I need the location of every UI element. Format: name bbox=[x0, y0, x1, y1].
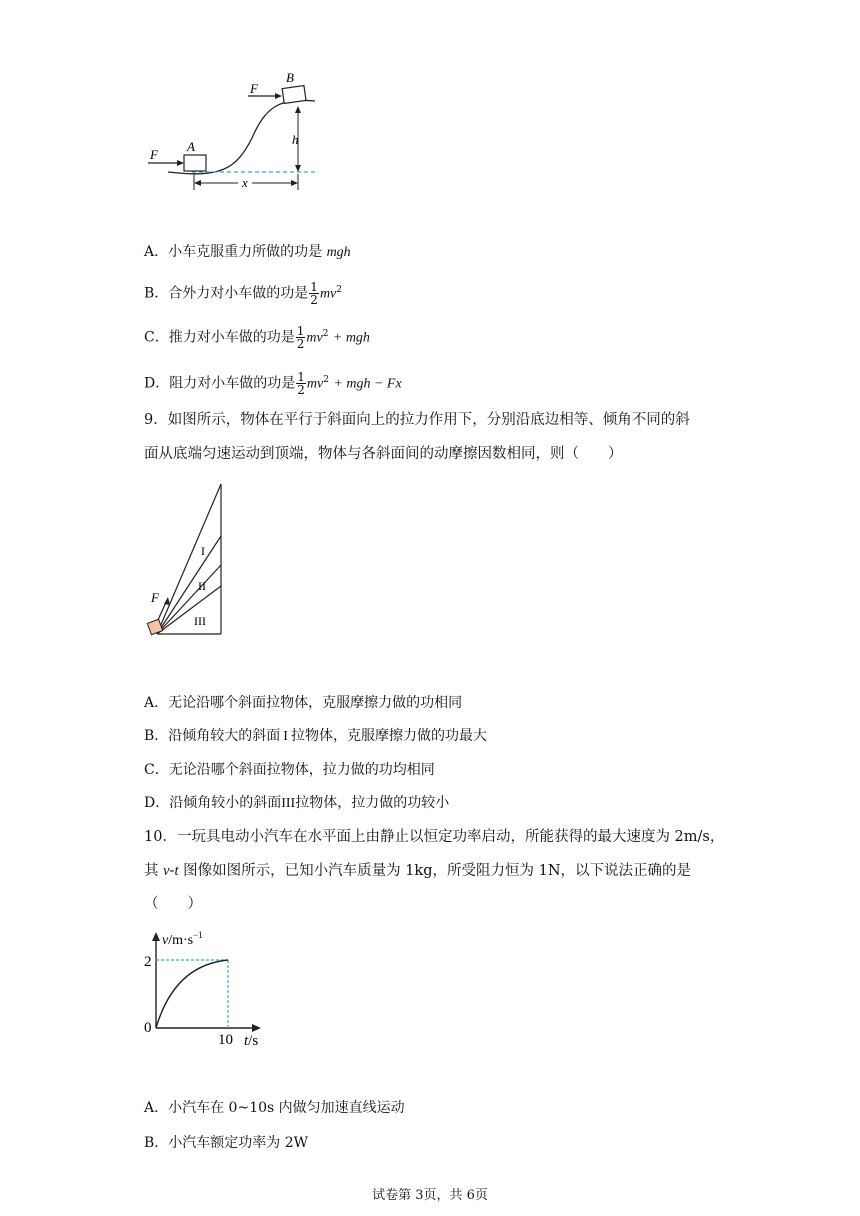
figure-inclines bbox=[140, 478, 240, 642]
tick-origin: 0 bbox=[144, 1020, 152, 1036]
q9-option-b bbox=[144, 726, 487, 747]
figure-hill-slope bbox=[140, 66, 330, 196]
q8-option-b bbox=[144, 280, 342, 306]
tick-y-2: 2 bbox=[144, 954, 152, 970]
q9-option-b-pre: B．沿倾角较大的斜面 bbox=[144, 728, 281, 744]
square: 2 bbox=[323, 375, 329, 385]
q8-option-c-math: + mgh bbox=[332, 330, 370, 346]
label-h: h bbox=[292, 132, 299, 147]
q8-option-b-text: B．合外力对小车做的功是 bbox=[144, 285, 309, 302]
q9-option-d-pre: D．沿倾角较小的斜面 bbox=[144, 795, 282, 811]
box-a bbox=[184, 155, 206, 171]
q10-t: t bbox=[174, 863, 179, 879]
frac-den: 2 bbox=[296, 337, 305, 352]
height-arrow-bottom bbox=[295, 165, 301, 172]
label-ii: II bbox=[198, 579, 206, 593]
q10-line2-pre: 其 bbox=[144, 863, 164, 879]
q8-option-a bbox=[144, 242, 351, 263]
label-x: x bbox=[242, 175, 248, 190]
q8-option-d-text: D．阻力对小车做的功是 bbox=[144, 375, 296, 392]
y-label-unit: /m·s bbox=[168, 933, 194, 948]
fraction-half bbox=[296, 325, 306, 350]
q9-stem-line1: 9．如图所示，物体在平行于斜面向上的拉力作用下，分别沿底边相等、倾角不同的斜 bbox=[144, 412, 690, 428]
q9-option-b-roman: I bbox=[283, 729, 288, 744]
box-b bbox=[282, 86, 306, 104]
q10-dash: - bbox=[169, 863, 175, 879]
block bbox=[147, 619, 162, 634]
mv: mv bbox=[306, 330, 323, 346]
force-arrow-b-head bbox=[275, 93, 282, 99]
q8-option-a-math: mgh bbox=[326, 245, 351, 260]
q8-option-a-text: A．小车克服重力所做的功是 bbox=[144, 244, 327, 260]
vt-graph bbox=[140, 924, 275, 1054]
force-arrow-head bbox=[164, 597, 170, 605]
q10-option-a: A．小汽车在 0~10s 内做匀加速直线运动 bbox=[144, 1100, 405, 1116]
q10-stem-line2 bbox=[144, 861, 691, 881]
mv: mv bbox=[319, 286, 337, 302]
fraction-half bbox=[296, 371, 306, 396]
q9-option-d-roman: III bbox=[281, 796, 296, 811]
q10-option-b: B．小汽车额定功率为 2W bbox=[144, 1135, 309, 1151]
velocity-curve bbox=[156, 960, 228, 1028]
height-arrow-top bbox=[295, 106, 301, 113]
q8-option-d-math: + mgh − Fx bbox=[333, 376, 402, 392]
q10-line2-post: 图像如图所示，已知小汽车质量为 1kg，所受阻力恒为 1N，以下说法正确的是 bbox=[178, 863, 692, 879]
force-arrow-a-head bbox=[177, 160, 184, 166]
label-b: B bbox=[286, 70, 294, 85]
q8-option-c-text: C．推力对小车做的功是 bbox=[144, 329, 295, 346]
q9-stem-line2: 面从底端匀速运动到顶端，物体与各斜面间的动摩擦因数相同，则（ ） bbox=[144, 446, 623, 462]
label-a: A bbox=[187, 139, 195, 154]
q9-option-c: C．无论沿哪个斜面拉物体，拉力做的功均相同 bbox=[144, 762, 435, 778]
y-axis-arrow bbox=[152, 932, 160, 941]
label-f: F bbox=[151, 590, 159, 605]
q9-option-d-post: 拉物体，拉力做的功较小 bbox=[295, 795, 450, 811]
frac-num: 1 bbox=[296, 324, 305, 339]
label-f-a: F bbox=[150, 147, 158, 162]
x-label-t: t bbox=[244, 1033, 249, 1049]
q9-option-a: A．无论沿哪个斜面拉物体，克服摩擦力做的功相同 bbox=[144, 695, 463, 711]
square: 2 bbox=[336, 285, 342, 295]
q10-stem-line3: （ ） bbox=[144, 896, 202, 912]
incline-1 bbox=[157, 536, 221, 634]
page-footer: 试卷第 3页，共 6页 bbox=[372, 1188, 488, 1203]
x-arrow-right-head bbox=[291, 180, 298, 186]
x-axis-arrow bbox=[252, 1024, 261, 1032]
q9-option-d bbox=[144, 793, 449, 814]
fraction-half bbox=[309, 281, 319, 306]
q8-option-c bbox=[144, 324, 370, 350]
y-axis-label bbox=[162, 930, 203, 948]
y-label-v: v bbox=[162, 933, 169, 948]
x-label-unit: /s bbox=[248, 1033, 259, 1049]
x-arrow-left-head bbox=[194, 180, 201, 186]
q9-option-b-post: 拉物体，克服摩擦力做的功最大 bbox=[290, 728, 487, 744]
mv: mv bbox=[306, 376, 324, 392]
frac-den: 2 bbox=[297, 383, 305, 398]
label-i: I bbox=[201, 544, 205, 558]
q8-option-d bbox=[144, 370, 402, 396]
x-axis-label bbox=[244, 1033, 258, 1049]
q10-stem-line1: 10．一玩具电动小汽车在水平面上由静止以恒定功率启动，所能获得的最大速度为 2m/s， bbox=[144, 829, 725, 845]
label-iii: III bbox=[194, 614, 206, 628]
tick-x-10: 10 bbox=[218, 1032, 233, 1048]
incline-steep bbox=[157, 484, 221, 634]
y-label-exp: −1 bbox=[193, 930, 203, 940]
square: 2 bbox=[322, 329, 329, 339]
q10-v: v bbox=[163, 863, 170, 879]
frac-num: 1 bbox=[310, 280, 318, 295]
frac-num: 1 bbox=[297, 370, 305, 385]
frac-den: 2 bbox=[310, 293, 318, 308]
label-f-b: F bbox=[250, 81, 258, 96]
